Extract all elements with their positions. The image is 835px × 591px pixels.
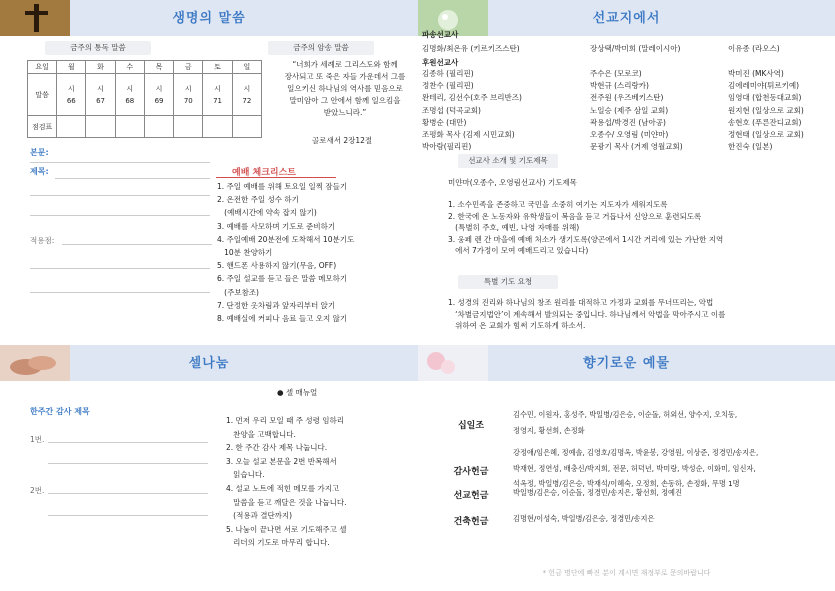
reading-chapter: 71 — [213, 96, 222, 105]
memory-verse — [270, 59, 418, 119]
quadrant-word-of-life — [0, 0, 418, 343]
checklist-item: 3. 예배를 사모하며 기도로 준비하기 — [217, 221, 336, 231]
offering-name-line: 박재현, 정연성, 배충신/박지희, 전문, 허덕년, 박미랑, 박성순, 이화미, 임신자, — [513, 463, 756, 473]
cell-step: 1. 먼저 우리 모일 때 주 성령 임하리 — [226, 416, 345, 425]
check-cell — [86, 116, 115, 138]
offering-name-line: 강정애/임은혜, 정예솔, 김영호/김명옥, 박윤봉, 강영원, 이상준, 정경민/송지은, — [513, 448, 759, 457]
check-cell — [115, 116, 144, 138]
reading-prefix: 시 — [126, 84, 134, 93]
support-missionary: 박아람(필리핀) — [422, 142, 472, 152]
checklist-item: 1. 주일 예배를 위해 토요일 일찍 잠들기 — [217, 182, 348, 191]
reading-prefix: 시 — [97, 84, 104, 93]
memory-verse-line: 받았느니라.” — [323, 108, 367, 117]
apply-label: 적용점: — [30, 236, 55, 245]
check-cell — [203, 116, 232, 138]
offering-label: 선교헌금 — [453, 491, 489, 501]
checklist-title: 예배 체크리스트 — [232, 168, 296, 178]
memory-verse-line: 말미암아 그 안에서 함께 일으킴을 — [289, 96, 401, 105]
offering-name-line: 김수민, 이원자, 홍성주, 박일병/김은승, 이순돌, 허외선, 양수지, 오치동, — [513, 410, 738, 419]
quadrant-cell-sharing — [0, 345, 418, 591]
thanks-line-2 — [48, 493, 208, 494]
reading-schedule-table — [27, 60, 262, 138]
special-prayer-items — [448, 297, 725, 332]
reading-cell — [57, 74, 86, 116]
table-header-cell: 요일 — [28, 61, 57, 74]
check-cell — [232, 116, 261, 138]
reading-prefix: 시 — [243, 84, 251, 93]
row-label: 점검표 — [28, 116, 57, 138]
thanks-line-2b — [48, 515, 208, 516]
support-missionary: 김종하 (필리핀) — [422, 69, 474, 78]
reading-prefix: 시 — [184, 84, 192, 93]
thanks-number-1: 1번. — [30, 435, 45, 444]
support-missionary: 정현태 (일상으로 교회) — [728, 130, 804, 139]
title-line — [55, 178, 210, 179]
support-missionary: 전주원 (우즈베키스탄) — [590, 93, 664, 103]
cell-step: 말씀을 듣고 깨달은 것을 나눕니다. — [226, 497, 347, 507]
memory-verse-line: 일으키신 하나님의 역사를 믿음으로 — [287, 84, 403, 93]
offering-names — [513, 407, 823, 438]
cell-manual-label: ● 셀 매뉴얼 — [277, 388, 318, 397]
cell-step: 5. 나눔이 끝나면 서로 기도해주고 셀 — [226, 524, 347, 534]
offering-name-line: 김명현/이성숙, 박일병/김은승, 정경민/송지은 — [513, 514, 655, 523]
support-missionary: 노일승 (제주 삼일 교회) — [590, 105, 669, 115]
reading-cell — [203, 74, 232, 116]
support-missionary: 곽용섭/박경진 (남아공) — [590, 117, 666, 127]
offering-name-line: 석옥정, 박일병/김은승, 박재석/이혜숙, 오정희, 손동하, 손정화, 무명 1명 — [513, 479, 740, 488]
check-cell — [144, 116, 173, 138]
table-header-cell: 토 — [203, 61, 232, 74]
note-line-3 — [30, 268, 210, 269]
reading-prefix: 시 — [155, 84, 163, 93]
support-missionary: 완테리, 김선수(호주 브리반즈) — [422, 93, 522, 103]
thanks-number-2: 2번. — [30, 486, 45, 495]
checklist-item: 7. 단정한 옷차림과 앞자리부터 앉기 — [217, 300, 336, 310]
thanks-line-1 — [48, 442, 208, 443]
special-prayer-item: 위하여 온 교회가 힘써 기도하게 하소서. — [448, 321, 586, 330]
note-line-2 — [30, 215, 210, 216]
sermon-line — [30, 162, 210, 163]
apply-line — [62, 244, 212, 245]
checklist-item: 8. 예배실에 커피나 음료 들고 오지 않기 — [217, 314, 348, 324]
intro-prayer-item: 3. 웅페 렌 간 마을에 예배 처소가 생기도록(양곤에서 1시간 거리에 있는 가난한 지역 — [448, 234, 724, 244]
support-missionary: 임영대 (합천동대교회) — [728, 93, 802, 103]
support-missionary: 문광기 목사 (거제 영월교회) — [590, 142, 683, 152]
note-line-1 — [30, 195, 210, 196]
cell-step: 찬양을 고백합니다. — [226, 429, 296, 439]
reading-cell — [86, 74, 115, 116]
checklist-item: 6. 주일 설교를 듣고 들은 말씀 메모하기 — [217, 274, 348, 284]
check-cell — [174, 116, 203, 138]
support-missionary: 오종수/ 오영림 (미얀마) — [590, 130, 669, 139]
cell-step: 4. 설교 노트에 적힌 메모를 가지고 — [226, 483, 340, 493]
special-prayer-item: 1. 성경의 진리와 하나님의 창조 원리를 대적하고 가정과 교회를 무너뜨리는, 악법 — [448, 298, 714, 307]
section-header — [418, 0, 835, 36]
table-header-cell: 수 — [115, 61, 144, 74]
reading-chapter: 72 — [242, 96, 252, 105]
reading-chapter: 68 — [125, 96, 135, 105]
reading-chapter: 66 — [66, 96, 76, 105]
reading-prefix: 시 — [214, 84, 221, 93]
row-label: 말씀 — [28, 74, 57, 116]
section-title: 셀나눔 — [188, 356, 230, 371]
support-missionary-title: 후원선교사 — [422, 58, 459, 67]
memory-reference: 골로새서 2장12절 — [312, 136, 373, 145]
offering-label: 감사헌금 — [453, 466, 489, 477]
intro-prayer-item: 에서 7가정이 모여 예배드리고 있습니다) — [448, 246, 589, 255]
cell-step: 읽습니다. — [226, 470, 265, 480]
offering-label: 십일조 — [457, 420, 485, 431]
support-missionary: 조평화 목사 (김제 시민교회) — [422, 130, 515, 139]
sent-missionary: 장상택/박미희 (말레이시아) — [590, 44, 681, 53]
sent-missionary: 이유종 (라오스) — [728, 44, 780, 53]
quadrant-mission — [418, 0, 835, 343]
cell-step: 2. 한 주간 감사 제목 나눕니다. — [226, 443, 328, 453]
checklist-item: 5. 핸드폰 사용하지 않기(무음, OFF) — [217, 261, 337, 271]
offering-name-line: 박일병/김은승, 이순돌, 정경민/송지은, 황선희, 정예진 — [513, 488, 682, 497]
cell-steps — [226, 414, 347, 550]
checklist-title-underline — [216, 177, 336, 178]
note-line-4 — [30, 292, 210, 293]
memory-pill: 금주의 암송 말씀 — [268, 41, 374, 55]
offering-names — [513, 511, 823, 527]
title-label: 제목: — [30, 167, 49, 176]
reading-cell — [174, 74, 203, 116]
support-missionary: 박현규 (스리랑카) — [590, 81, 649, 91]
support-missionary: 한진숙 (일본) — [728, 142, 773, 152]
sent-missionary-title: 파송선교사 — [422, 30, 459, 39]
support-missionary: 주수은 (모로코) — [590, 69, 642, 78]
section-header — [418, 345, 835, 381]
section-header — [0, 345, 418, 381]
reading-cell — [115, 74, 144, 116]
support-missionary: 원지현 (일상으로 교회) — [728, 105, 804, 115]
section-title: 선교지에서 — [592, 11, 661, 26]
intro-prayer-item: 2. 한국에 온 노동자와 유학생들이 복음을 듣고 거듭나서 신앙으로 훈련되도록 — [448, 211, 702, 221]
support-missionary: 조명섭 (덕곡교회) — [422, 105, 481, 115]
offering-name-line: 정영지, 황선희, 손정화 — [513, 425, 585, 435]
thanks-title: 한주간 감사 제목 — [30, 407, 90, 416]
memory-verse-line: “너희가 세례로 그리스도와 함께 — [292, 60, 398, 69]
reading-chapter: 69 — [154, 96, 164, 105]
cell-step: (적용과 결단까지) — [226, 511, 293, 521]
section-title: 향기로운 예물 — [583, 356, 670, 371]
support-missionary: 정찬수 (필리핀) — [422, 81, 474, 91]
cell-step: 리더의 기도로 마무리 합니다. — [226, 538, 330, 548]
table-header-cell: 목 — [144, 61, 173, 74]
table-header-cell: 월 — [57, 61, 86, 74]
intro-heading: 미얀마(오종수, 오영림선교사) 기도제목 — [448, 178, 577, 187]
support-missionary: 황병순 (대만) — [422, 117, 467, 127]
checklist-item: 10분 찬양하기 — [217, 248, 273, 258]
intro-prayer-item: 1. 소수민족을 존중하고 국민을 소중히 여기는 지도자가 세워지도록 — [448, 200, 668, 209]
sermon-label: 본문: — [30, 148, 49, 157]
sent-missionary: 김명화/최온유 (키르키즈스탄) — [422, 44, 520, 53]
special-prayer-item: ‘차별금지법안’이 계속해서 발의되는 중입니다. 하나님께서 악법을 막아주시고 이를 — [448, 309, 726, 319]
support-missionary: 송현호 (푸른잔디교회) — [728, 117, 802, 127]
offering-footnote: * 헌금 명단에 빠진 분이 계시면 재정부로 문의바랍니다 — [542, 569, 711, 577]
checklist-item: 4. 주일예배 20분전에 도착해서 10분기도 — [217, 234, 355, 244]
check-cell — [57, 116, 86, 138]
checklist-item: (주보참조) — [217, 287, 259, 297]
reading-chapter: 70 — [183, 96, 193, 105]
intro-pill: 선교사 소개 및 기도제목 — [458, 154, 558, 168]
quadrant-offerings — [418, 345, 835, 591]
offering-names — [513, 485, 823, 501]
reading-pill: 금주의 통독 말씀 — [45, 41, 151, 55]
reading-chapter: 67 — [96, 96, 105, 105]
memory-verse-line: 장사되고 또 죽은 자들 가운데서 그를 — [284, 72, 406, 81]
offering-label: 건축헌금 — [453, 517, 489, 527]
table-header-cell: 화 — [86, 61, 115, 74]
special-prayer-pill: 특별 기도 요청 — [458, 275, 558, 289]
checklist-item: (예배시간에 약속 잡지 않기) — [217, 208, 317, 218]
reading-cell — [144, 74, 173, 116]
checklist-item: 2. 온전한 주일 성수 하기 — [217, 195, 299, 205]
cell-step: 3. 오늘 설교 본문을 2번 반복해서 — [226, 456, 337, 466]
table-header-cell: 금 — [174, 61, 203, 74]
table-header-cell: 일 — [232, 61, 261, 74]
thanks-line-1b — [48, 463, 208, 464]
intro-prayer-item: (특별히 주호, 예빈, 나영 자매를 위해) — [448, 223, 580, 232]
intro-prayer-items — [448, 199, 723, 257]
support-missionary: 박미진 (MK사역) — [728, 69, 784, 78]
support-missionary: 김에레미야(튀르키예) — [728, 81, 800, 91]
worship-checklist — [217, 180, 354, 325]
reading-prefix: 시 — [67, 84, 75, 93]
reading-cell — [232, 74, 261, 116]
section-header — [0, 0, 418, 36]
section-title: 생명의 말씀 — [172, 11, 246, 26]
